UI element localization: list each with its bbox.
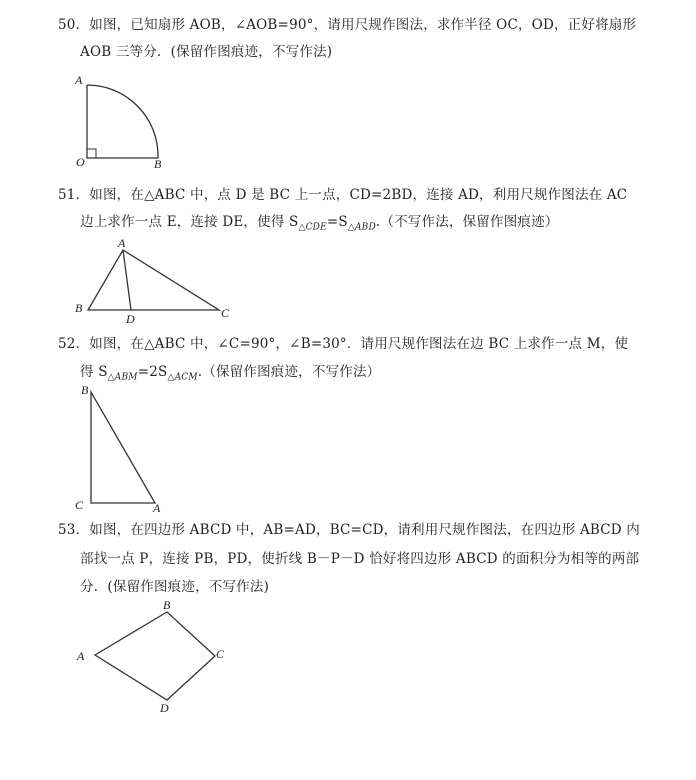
quadrilateral-abcd: [95, 612, 215, 700]
problem-52-sub-acm: △ACM: [167, 372, 198, 383]
problem-51-line-1: 51．如图，在△ABC 中，点 D 是 BC 上一点，CD=2BD，连接 AD，利用尺规作图法在 AC: [58, 187, 628, 203]
problem-51-sub-cde: △CDE: [298, 222, 327, 233]
point-label-b: B: [81, 383, 89, 397]
point-label-a: A: [77, 649, 85, 663]
point-label-c: C: [75, 498, 84, 512]
triangle-abc: [91, 392, 155, 503]
point-label-a: A: [153, 501, 161, 515]
segment-ad: [123, 250, 131, 310]
point-label-o: O: [76, 155, 85, 169]
problem-50-line-1: 50．如图，已知扇形 AOB，∠AOB=90°，请用尺规作图法，求作半径 OC，OD，正好将扇形: [58, 17, 637, 33]
point-label-b: B: [154, 157, 162, 171]
figure-right-triangle: [70, 380, 180, 520]
point-label-a: A: [75, 73, 83, 87]
point-label-d: D: [126, 312, 135, 326]
problem-50-line-2: AOB 三等分．(保留作图痕迹，不写作法): [80, 44, 333, 60]
right-angle-mark: [87, 149, 96, 158]
problem-51-text-c: .（不写作法，保留作图痕迹）: [375, 214, 559, 230]
problem-52-text-b: =2S: [137, 364, 168, 380]
figure-kite: [70, 595, 240, 720]
problem-53-line-2: 部找一点 P，连接 PB，PD，使折线 B－P－D 恰好将四边形 ABCD 的面积分为相等的两部: [80, 551, 640, 567]
problem-52-text-c: .（保留作图痕迹，不写作法）: [197, 364, 381, 380]
problem-52-line-1: 52．如图，在△ABC 中，∠C=90°，∠B=30°．请用尺规作图法在边 BC 上求作一点 M，使: [58, 336, 629, 352]
figure-quarter-sector: [70, 70, 180, 175]
point-label-d: D: [160, 701, 169, 715]
problem-51-text-b: =S: [326, 214, 348, 230]
problem-53-line-3: 分．(保留作图痕迹，不写作法): [80, 579, 270, 595]
sector-outline: [87, 85, 158, 158]
problem-52-sub-abm: △ABM: [107, 372, 138, 383]
figure-triangle-abd: [70, 235, 240, 325]
point-label-b: B: [75, 301, 83, 315]
problem-51-text-a: 边上求作一点 E，连接 DE，使得 S: [80, 214, 299, 230]
problem-51-sub-abd: △ABD: [347, 222, 376, 233]
point-label-a: A: [118, 236, 126, 250]
point-label-c: C: [221, 306, 230, 320]
point-label-c: C: [216, 647, 225, 661]
point-label-b: B: [163, 598, 171, 612]
problem-52-text-a: 得 S: [80, 364, 108, 380]
triangle-abc: [88, 250, 219, 310]
problem-51-line-2: [80, 210, 559, 233]
problem-53-line-1: 53．如图，在四边形 ABCD 中，AB=AD，BC=CD，请利用尺规作图法，在四边形 ABCD 内: [58, 522, 641, 538]
